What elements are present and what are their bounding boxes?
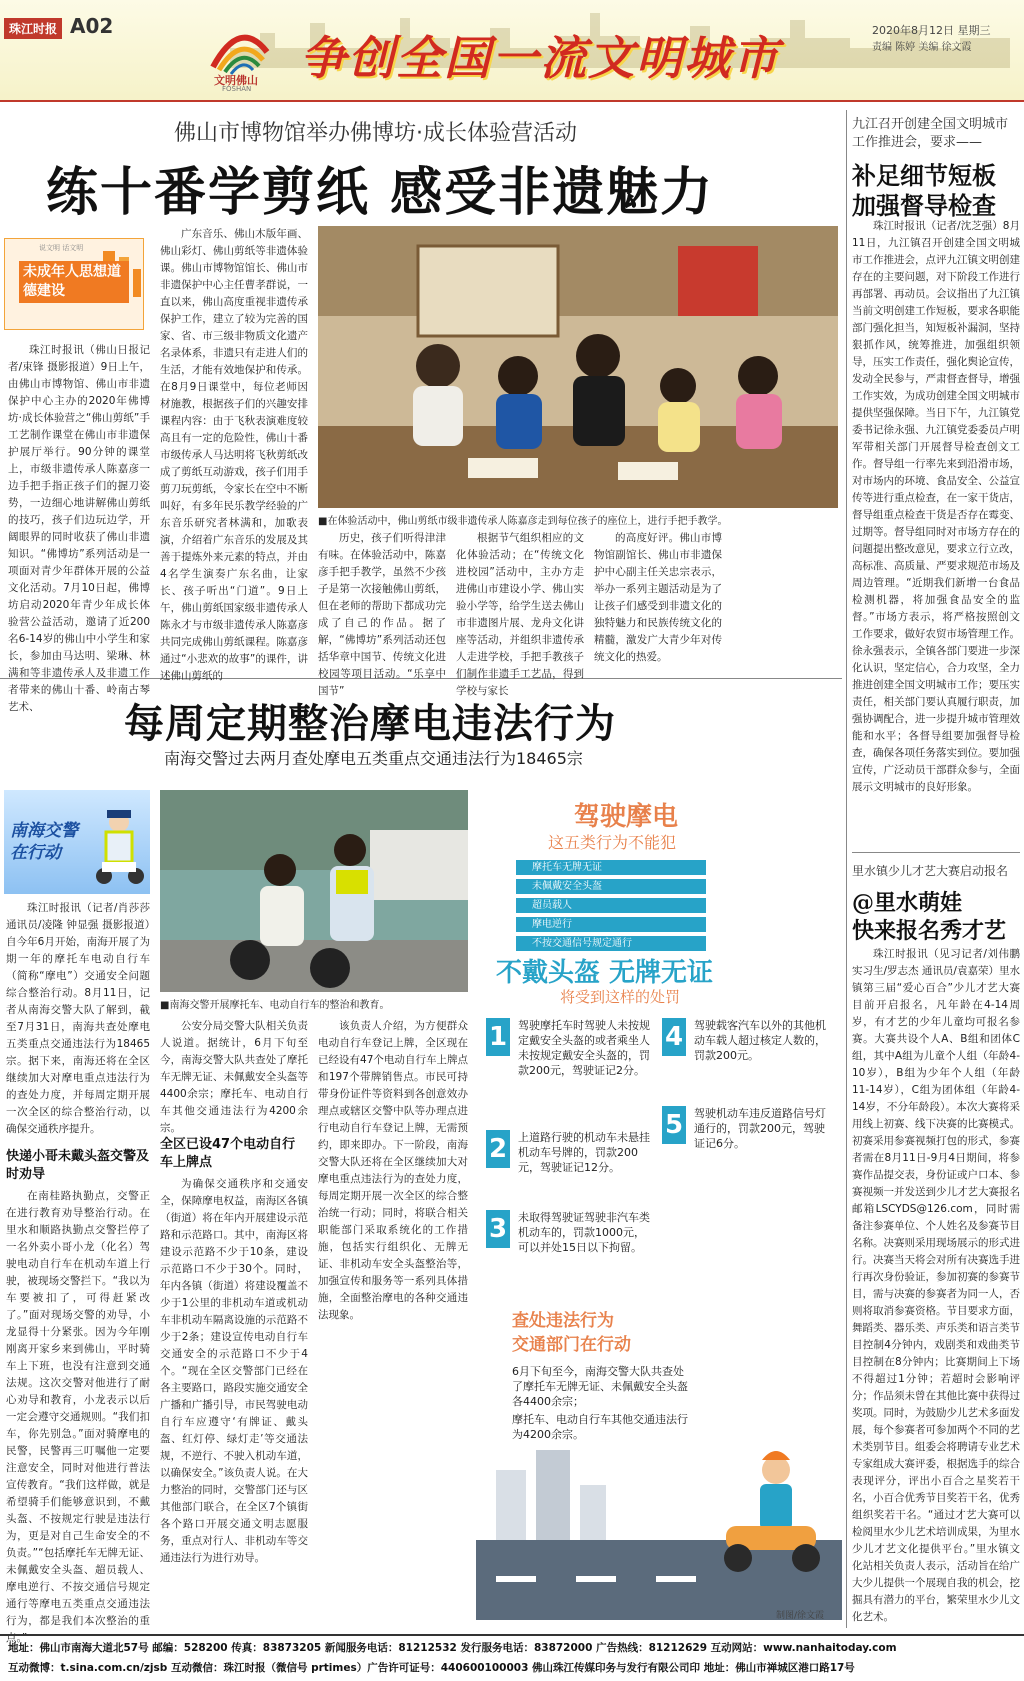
rule-number: 5: [662, 1106, 686, 1144]
behavior-bar: 摩电逆行: [516, 917, 706, 932]
traffic-headline: 每周定期整治摩电违法行为: [124, 700, 616, 747]
main-article-col4: 根据节气组织相应的文化体验活动；在“传统文化进校园”活动中，主办方走进佛山市建设小学、佛山实验小学等，给学生送去佛山市非遗图片展、龙舟文化讲座等活动，并组织非遗传承人走进学校，手把手教孩子们制作非遗手工艺品，得到学校与家长: [456, 532, 584, 697]
page-editors: 责编 陈婷 美编 徐文霞: [872, 42, 972, 53]
campaign-title: 争创全国一流文明城市: [300, 31, 780, 85]
infographic-title: 驾驶摩电: [574, 802, 679, 832]
traffic-subhead-2: 全区已设47个电动自行车上牌点: [160, 1137, 296, 1170]
rule-text: 上道路行驶的机动车未悬挂机动车号牌的，罚款200元，驾驶证记12分。: [518, 1131, 650, 1174]
rule-text: 驾驶载客汽车以外的其他机动车载人超过核定人数的，罚款200元。: [694, 1019, 826, 1062]
traffic-subtitle: 南海交警过去两月查处摩电五类重点交通违法行为18465宗: [164, 749, 583, 768]
footer-contact-line: 互动微博：t.sina.com.cn/zjsb 互动微信：珠江时报（微信号 prtimes）广告许可证号：440600100003 佛山珠江传媒印务与发行有限公司印 地址：佛山市禅城区港口路17号: [8, 1662, 855, 1674]
masthead: [0, 0, 1024, 102]
penalty-subtitle: 将受到这样的处罚: [560, 988, 681, 1006]
rule-number: 1: [486, 1018, 510, 1056]
rule-number: 4: [662, 1018, 686, 1056]
logo-text: 文明佛山: [214, 74, 258, 87]
side2-kicker: 里水镇少儿才艺大赛启动报名: [852, 864, 1009, 878]
traffic-photo-caption: ■南海交警开展摩托车、电动自行车的整治和教育。: [160, 1000, 390, 1011]
traffic-subhead-1: 快递小哥未戴头盔交警及时劝导: [6, 1149, 150, 1182]
footer: [0, 1634, 1024, 1681]
rule-text: 未取得驾驶证驾驶非汽车类机动车的，罚款1000元，可以并处15日以下拘留。: [518, 1211, 650, 1254]
traffic-infographic: [476, 790, 842, 1628]
moral-education-badge: [4, 238, 144, 330]
classroom-scene-graphic: [318, 226, 838, 508]
nanhai-badge-title: 南海交警在行动: [10, 821, 78, 863]
main-article-col1: 珠江时报讯（佛山日报记者/束锋 摄影报道）9日上午，由佛山市博物馆、佛山市非遗保护中心主办的2020年佛博坊·成长体验营之“佛山剪纸”手工艺制作课堂在佛山市非遗保护展厅举行。90分钟的课堂上，市级非遗传承人陈嘉彦一边手把手指正孩子们的握刀姿势，一边细心地讲解佛山剪纸的技巧，孩子们边玩边学，开阔眼界的同时收获了佛山非遗知识。“佛博坊”系列活动是一项面对青少年群体开展的公益文化活动。7月10日起，佛博坊启动2020年青少年成长体验营公益活动，邀请了近200名6-14岁的佛山中小学生和家长，参加由马达明、梁琳、林满和等非遗传承人及非遗工作者带来的佛山十番、岭南古琴艺术、: [8, 344, 150, 713]
main-photo-caption: ■在体验活动中，佛山剪纸市级非遗传承人陈嘉彦走到每位孩子的座位上，进行手把手教学。: [318, 516, 728, 527]
behavior-bar: 摩托车无牌无证: [516, 860, 706, 875]
traffic-col1b: 在南桂路执勤点，交警正在进行教育劝导整治行动。在里水和顺路执勤点交警拦停了一名外卖小哥小龙（化名）驾驶电动自行车在机动车道上行驶，被现场交警拦下。“我以为车要被扣了，可得赶紧改了。”面对现场交警的劝导，小龙显得十分紧张。因为今年刚刚离开家乡来到佛山，平时骑车上下班，也没有注意到交通法规。这次交警对他进行了耐心劝导和教育，小龙表示以后一定会遵守交通规则。“我们扣车，你先别急。”面对骑摩电的民警，民警再三叮嘱他一定要注意安全，同时对他进行普法宣传教育。“我们这样做，就是希望骑手们能够意识到，不戴头盔、不按规定行驶是违法行为，更是对自己生命安全的不负责。”“包括摩托车无牌无证、未佩戴安全头盔、超员载人、摩电逆行、不按交通信号规定通行等摩电五类重点交通违法行为，都是我们本次整治的重点。”: [6, 1190, 150, 1644]
traffic-check-photo: [160, 790, 468, 992]
badge-small-text: 说文明 话文明: [39, 244, 84, 252]
side1-body: 珠江时报讯（记者/沈芝强）8月11日，九江镇召开创建全国文明城市工作推进会，点评九江镇文明创建存在的主要问题，对下阶段工作进行再部署、再动员。会议指出了九江镇当前文明创建工作短板，要求各职能部门强化担当，知短板补漏洞，坚持狠抓作风，统筹推进，加强组织领导，压实工作责任，强化舆论宣传，发动全民参与，严肃督查督导，增强工作实效，为成功创建全国文明城市提供坚强保障。当日下午，九江镇党委书记徐永强、九江镇党委委员卢明军带相关部门开展督导检查创文工作。督导组一行率先来到沿滑市场，对市场内的环境、食品安全、公益宣传等进行重点检查，在一家干货店，督导组重点检查干货是否存在霉变、过期等。督导组同时对市场方存在的问题提出整改意见，要求立行立改，高标准、高质量、严要求规范市场及周边管理。“近期我们新增一台食品检测机器，将加强食品安全的监督。”市场方表示，将严格按照创文工作要求，做好农贸市场管理工作。徐永强表示，全镇各部门要进一步深化认识，坚定信心，合力攻坚，全力推进创建全国文明城市工作；要压实责任，相关部门要认真履行职责，加强协调配合，进一步提升城市管理效能和水平；各督导组要加强督导检查，确保各项任务落实到位。要加强宣传，广泛动员干部群众参与，全面展示文明城市的良好形象。: [852, 220, 1020, 793]
paper-name: 珠江时报: [4, 18, 62, 39]
column-divider: [846, 110, 847, 1628]
side2-body: 珠江时报讯（见习记者/刘伟鹏 实习生/罗志杰 通讯员/袁嘉荣）里水镇第三届“爱心百合”少儿才艺大赛目前开启报名，凡年龄在4-14周岁，有才艺的少年儿童均可报名参赛。大赛共设个人A、B组和团体C组，其中A组为儿童个人组（年龄4-10岁），B组为少年个人组（年龄11-14岁），C组为团体组（年龄4-14岁，不分年龄段）。本次大赛将采用线上初赛、线下决赛的比赛模式。初赛采用参赛视频打包的形式，参赛者需在8月11日-9月4日期间，将参赛作品提交表，身份证或户口本、参赛视频一并发送到少儿才艺大赛报名邮箱LSCYDS@126.com，同时需备注参赛单位、个人姓名及参赛节目名称。决赛则采用现场展示的形式进行。决赛当天将会对所有决赛选手进行再次身份验证，参加初赛的参赛节目，需与决赛的参赛者为同一人，否则将取消参赛资格。节目要求方面，舞蹈类、器乐类、声乐类和语言类节目控制4分钟内，戏剧类和戏曲类节目控制在8分钟内；比赛期间上下场不得超过1分钟；若超时会影响评分；作品须未曾在其他比赛中获得过奖项。同时，为鼓励少儿艺术多面发展，每个参赛者可参加两个不同的艺术类别节目。组委会将聘请专业艺术专家组成大赛评委，根据选手的综合表现评分，评出小百合之星奖若干名，小百合优秀节目奖若干名，优秀组织奖若干名。“通过才艺大赛可以检阅里水少儿艺术培训成果，为里水少儿才艺文化提供平台。”里水镇文化站相关负责人表示，活动旨在给广大少儿提供一个展现自我的机会，挖掘具有潜力的平台，繁荣里水少儿文化艺术。: [852, 948, 1020, 1623]
result-item-1: 6月下旬至今，南海交警大队共查处了摩托车无牌无证、未佩戴安全头盔各4400余宗；: [512, 1365, 688, 1408]
wenming-foshan-logo: [205, 22, 275, 77]
rule-text: 驾驶机动车违反道路信号灯通行的，罚款200元，驾驶证记6分。: [694, 1107, 826, 1150]
side2-headline-line2: 快来报名秀才艺: [852, 918, 1007, 944]
side1-headline-line2: 加强督导检查: [852, 191, 996, 220]
side2-headline-line1: @里水萌娃: [852, 890, 963, 916]
badge-title: 未成年人思想道德建设: [19, 261, 129, 303]
traffic-police-icon: [92, 808, 146, 888]
result-item-2: 摩托车、电动自行车其他交通违法行为4200余宗。: [512, 1413, 688, 1441]
rule-text: 驾驶摩托车时驾驶人未按规定戴安全头盔的或者乘坐人未按规定戴安全头盔的，罚款200元，驾驶证记2分。: [518, 1019, 650, 1077]
penalty-title: 不戴头盔 无牌无证: [496, 958, 714, 988]
main-article-col5: 的高度好评。佛山市博物馆副馆长、佛山市非遗保护中心副主任关忠宗表示，举办一系列主题活动是为了让孩子们感受到非遗文化的独特魅力和民族传统文化的精髓，激发广大青少年对传统文化的热爱。: [594, 532, 722, 663]
main-article-col2: 广东音乐、佛山木版年画、佛山彩灯、佛山剪纸等非遗体验课。佛山市博物馆馆长、佛山市非遗保护中心主任曹孝群说，一直以来，佛山高度重视非遗传承保护工作，建立了较为完善的国家、省、市三级非物质文化遗产名录体系，非遗只有走进人们的生活，才能有效地保护和传承。在8月9日课堂中，每位老师因材施教，根据孩子们的兴趣安排课程内容：由于飞秋表演难度较高且有一定的危险性，佛山十番市级传承人马达明将飞秋剪纸改成了剪纸互动游戏，孩子们用手剪刀玩剪纸，令家长在空中不断叫好，有多年民乐教学经验的广东音乐研究者林满和，加歌表演，介绍着广东音乐的发展及其善于提炼外来元素的特点，并由4名学生演奏广东名曲，让家长、孩子听出“门道”。9日上午，佛山剪纸国家级非遗传承人陈永才与市级非遗传承人陈嘉彦共同完成佛山剪纸课程。陈嘉彦通过“小悲欢的故事”的课件，讲述佛山剪纸的: [160, 228, 308, 682]
road-scooter-illustration: [476, 1430, 842, 1620]
main-article-kicker: 佛山市博物馆举办佛博坊·成长体验营活动: [174, 121, 577, 146]
infographic-credit: 制图/徐文霞: [776, 1611, 825, 1621]
publication-date: 2020年8月12日 星期三: [872, 24, 991, 37]
behavior-bar: 未佩戴安全头盔: [516, 879, 706, 894]
nanhai-police-badge: [4, 790, 150, 894]
footer-address-line: 地址：佛山市南海大道北57号 邮编：528200 传真：83873205 新闻服务电话：81212532 发行服务电话：83872000 广告热线：81212629 互动网站：www.nanhaitoday.com: [8, 1642, 897, 1654]
paper-cutting-class-photo: [318, 226, 838, 508]
traffic-col1: 珠江时报讯（记者/肖莎莎 通讯员/凌隆 钟显强 摄影报道）自今年6月开始，南海开展了为期一年的摩托车电动自行车（简称“摩电”）交通安全问题综合整治行动。8月11日，记者从南海交警大队了解到，截至7月31日，南海共查处摩电五类重点交通违法行为18465宗。据下来，南海还将在全区继续加大对摩电重点违法行为的查处力度，并每周定期开展一次全区的综合整治行动，以确保交通秩序提升。: [6, 902, 150, 1135]
behavior-bar-list: [516, 860, 706, 951]
page-number: A02: [70, 14, 114, 38]
infographic-subtitle: 这五类行为不能犯: [548, 833, 677, 852]
side1-kicker: 九江召开创建全国文明城市工作推进会，要求——: [852, 117, 1009, 150]
result-title-1: 查处违法行为: [512, 1311, 614, 1331]
side1-headline-line1: 补足细节短板: [852, 161, 996, 190]
behavior-bar: 不按交通信号规定通行: [516, 936, 706, 951]
main-article-headline: 练十番学剪纸 感受非遗魅力: [46, 162, 715, 223]
sidebar-divider: [852, 852, 1020, 853]
result-title-2: 交通部门在行动: [512, 1335, 631, 1355]
logo-sub: FOSHAN: [222, 85, 252, 93]
traffic-col2b: 为确保交通秩序和交通安全，保障摩电权益，南海区各镇（街道）将在年内开展建设示范路和示范路口。其中，南海区将建设示范路不少于10条，建设示范路口不少于30个。同时，年内各镇（街道）将建设覆盖不少于1公里的非机动车道或机动车非机动车隔离设施的示范路不少于2条；建设宣传电动自行车交通安全的示范路口不少于4个。“现在全区交警部门已经在各主要路口，路段实施交通安全广播和广播引导，市民驾驶电动自行车应遵守‘有牌证、戴头盔、红灯停、绿灯走’等交通法规，不逆行、不驶入机动车道，以确保安全。”该负责人说。在大力整治的同时，交警部门还与区其他部门联合，在全区7个镇街各个路口开展交通文明志愿服务，重点对行人、非机动车等交通违法行为进行劝导。: [160, 1178, 308, 1564]
rule-number: 2: [486, 1130, 510, 1168]
main-article-col3: 历史，孩子们听得津津有味。在体验活动中，陈嘉彦手把手教学，虽然不少孩子是第一次接触佛山剪纸，但在老师的帮助下都成功完成了自己的作品。据了解，“佛博坊”系列活动还包括华章中国节、传统文化进校园等项目活动。“乐享中国节”: [318, 532, 446, 697]
behavior-bar: 超员载人: [516, 898, 706, 913]
traffic-col3: 该负责人介绍，为方便群众电动自行车登记上牌，全区现在已经设有47个电动自行车上牌点和197个带牌销售点。市民可持带身份证件等资料到各创意效办理点或辖区交警中队等办理点进行电动自行车登记上牌，无需预约，即来即办。下一阶段，南海交警大队还将在全区继续加大对摩电重点违法行为的查处力度，每周定期开展一次全区的综合整治统一行动；同时，将联合相关职能部门采取系统化的工作措施，包括实行组织化、无牌无证、非机动车安全头盔整治等，加强宣传和服务等一系列具体措施，全面整治摩电的各种交通违法现象。: [318, 1020, 468, 1321]
traffic-col2: 公安分局交警大队相关负责人说道。据统计，6月下旬至今，南海交警大队共查处了摩托车无牌无证、未佩戴安全头盔等4400余宗；摩托车、电动自行车其他交通违法行为4200余宗。: [160, 1020, 308, 1134]
rule-number: 3: [486, 1210, 510, 1248]
street-scene-graphic: [160, 790, 468, 992]
